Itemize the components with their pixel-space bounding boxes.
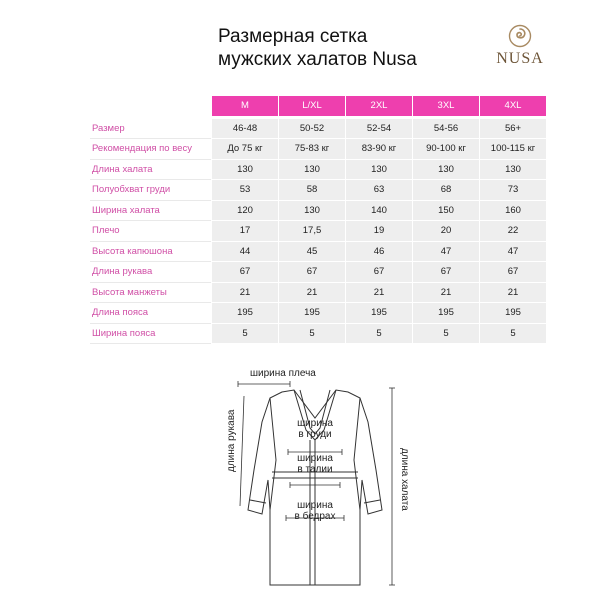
- shoulder-width-label: ширина плеча: [250, 368, 316, 379]
- table-cell: 67: [412, 262, 479, 283]
- table-cell: 45: [278, 242, 345, 263]
- table-cell: 67: [278, 262, 345, 283]
- table-cell: 195: [412, 303, 479, 324]
- robe-length-label: длина халата: [399, 448, 410, 511]
- table-cell: 54-56: [412, 119, 479, 140]
- table-cell: 21: [479, 283, 546, 304]
- table-cell: 5: [211, 324, 278, 345]
- table-row: [90, 119, 546, 140]
- logo-text: NUSA: [496, 50, 544, 67]
- table-cell: 130: [345, 160, 412, 181]
- table-cell: До 75 кг: [211, 139, 278, 160]
- table-cell: 50-52: [278, 119, 345, 140]
- table-cell: 150: [412, 201, 479, 222]
- size-table: [90, 96, 546, 344]
- chest-label-line-2: в груди: [298, 429, 332, 440]
- size-header-cell: 4XL: [479, 96, 546, 119]
- chest-width-label: [288, 418, 342, 440]
- table-cell: 5: [345, 324, 412, 345]
- table-row: [90, 201, 546, 222]
- table-cell: 67: [479, 262, 546, 283]
- table-cell: 53: [211, 180, 278, 201]
- table-cell: 21: [278, 283, 345, 304]
- hip-label-line-2: в бедрах: [294, 511, 336, 522]
- hip-label-line-1: ширина: [297, 500, 333, 511]
- table-cell: 21: [412, 283, 479, 304]
- table-cell: 21: [211, 283, 278, 304]
- label-header-cell: [90, 96, 211, 119]
- table-cell: 120: [211, 201, 278, 222]
- table-row: [90, 242, 546, 263]
- table-cell: 100-115 кг: [479, 139, 546, 160]
- title-line-2: мужских халатов Nusa: [218, 49, 417, 70]
- table-cell: 195: [211, 303, 278, 324]
- table-cell: 67: [345, 262, 412, 283]
- size-header-cell: L/XL: [278, 96, 345, 119]
- table-cell: 46: [345, 242, 412, 263]
- table-cell: 63: [345, 180, 412, 201]
- table-cell: 5: [278, 324, 345, 345]
- table-cell: 68: [412, 180, 479, 201]
- size-header-row: [90, 96, 546, 119]
- row-label: Длина пояса: [90, 303, 211, 324]
- table-cell: 67: [211, 262, 278, 283]
- size-header-cell: M: [211, 96, 278, 119]
- title-line-1: Размерная сетка: [218, 26, 368, 47]
- table-cell: 47: [479, 242, 546, 263]
- table-cell: 75-83 кг: [278, 139, 345, 160]
- hip-width-label: [288, 500, 342, 522]
- robe-outline: [210, 360, 420, 595]
- brand-logo: [480, 24, 560, 72]
- table-row: [90, 283, 546, 304]
- table-cell: 17,5: [278, 221, 345, 242]
- table-cell: 90-100 кг: [412, 139, 479, 160]
- table-cell: 195: [479, 303, 546, 324]
- spiral-logo-icon: [508, 24, 532, 48]
- table-cell: 44: [211, 242, 278, 263]
- table-row: [90, 180, 546, 201]
- table-cell: 130: [412, 160, 479, 181]
- table-cell: 5: [479, 324, 546, 345]
- table-cell: 195: [345, 303, 412, 324]
- table-cell: 19: [345, 221, 412, 242]
- table-cell: 52-54: [345, 119, 412, 140]
- table-row: [90, 324, 546, 345]
- table-cell: 47: [412, 242, 479, 263]
- table-cell: 58: [278, 180, 345, 201]
- waist-width-label: [288, 453, 342, 475]
- table-cell: 140: [345, 201, 412, 222]
- table-cell: 160: [479, 201, 546, 222]
- sleeve-length-label: длина рукава: [226, 409, 237, 472]
- table-cell: 73: [479, 180, 546, 201]
- table-row: [90, 139, 546, 160]
- table-row: [90, 160, 546, 181]
- waist-label-line-2: в талии: [297, 464, 333, 475]
- table-cell: 130: [278, 201, 345, 222]
- chest-label-line-1: ширина: [297, 418, 333, 429]
- table-cell: 20: [412, 221, 479, 242]
- table-cell: 46-48: [211, 119, 278, 140]
- size-header-cell: 3XL: [412, 96, 479, 119]
- row-label: Высота капюшона: [90, 242, 211, 263]
- table-cell: 130: [211, 160, 278, 181]
- row-label: Длина халата: [90, 160, 211, 181]
- table-cell: 130: [479, 160, 546, 181]
- size-header-cell: 2XL: [345, 96, 412, 119]
- row-label: Полуобхват груди: [90, 180, 211, 201]
- table-cell: 21: [345, 283, 412, 304]
- table-cell: 56+: [479, 119, 546, 140]
- row-label: Ширина пояса: [90, 324, 211, 345]
- row-label: Рекомендация по весу: [90, 139, 211, 160]
- waist-label-line-1: ширина: [297, 453, 333, 464]
- table-row: [90, 303, 546, 324]
- table-row: [90, 262, 546, 283]
- table-cell: 17: [211, 221, 278, 242]
- table-cell: 195: [278, 303, 345, 324]
- row-label: Размер: [90, 119, 211, 140]
- table-cell: 5: [412, 324, 479, 345]
- table-row: [90, 221, 546, 242]
- row-label: Ширина халата: [90, 201, 211, 222]
- row-label: Высота манжеты: [90, 283, 211, 304]
- page-title: [218, 25, 417, 71]
- row-label: Плечо: [90, 221, 211, 242]
- table-cell: 22: [479, 221, 546, 242]
- table-cell: 130: [278, 160, 345, 181]
- robe-diagram: [210, 360, 420, 595]
- table-cell: 83-90 кг: [345, 139, 412, 160]
- row-label: Длина рукава: [90, 262, 211, 283]
